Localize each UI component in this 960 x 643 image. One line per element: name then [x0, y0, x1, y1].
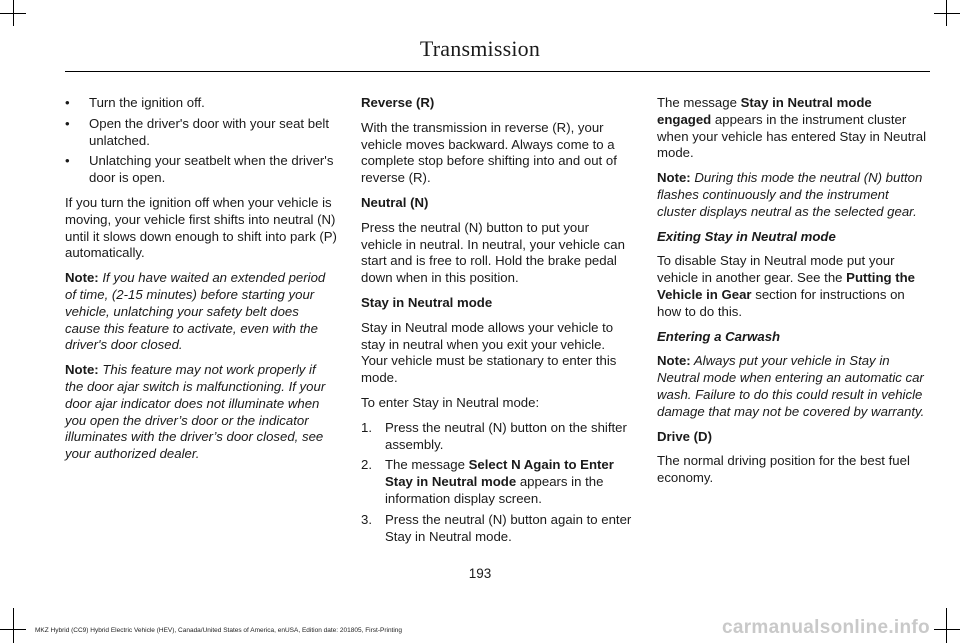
- list-item: 3. Press the neutral (N) button again to enter Stay in Neutral mode.: [361, 511, 632, 544]
- column-1: [65, 95, 337, 471]
- bullet-mark: •: [65, 115, 70, 131]
- reverse-heading: Reverse (R): [361, 95, 435, 110]
- watermark: carmanualsonline.info: [722, 617, 930, 638]
- page-title: Transmission: [419, 36, 541, 61]
- neutral-paragraph: Press the neutral (N) button to put your vehicle in neutral. In neutral, your vehicle can start and is free to roll. Hold the brake pedal down when in this position.: [361, 219, 625, 286]
- bullet-list: [65, 95, 337, 187]
- bullet-mark: •: [65, 95, 70, 110]
- stay-in-neutral-heading: Stay in Neutral mode: [361, 294, 493, 310]
- exiting-heading: Exiting Stay in Neutral mode: [657, 228, 836, 244]
- list-item: 1. Press the neutral (N) button on the shifter assembly.: [361, 419, 627, 452]
- neutral-heading: Neutral (N): [361, 194, 429, 210]
- column-3: [657, 95, 929, 495]
- list-item: • Open the driver's door with your seat belt unlatched.: [65, 115, 330, 148]
- reverse-paragraph: With the transmission in reverse (R), your vehicle moves backward. Always come to a complete stop before shifting into and out of reverse (R).: [361, 119, 617, 186]
- list-item: • Unlatching your seatbelt when the driver's door is open.: [65, 153, 334, 186]
- stay-in-neutral-paragraph: Stay in Neutral mode allows your vehicle to stay in neutral when you exit your vehicle. Your vehicle must be stationary to enter this mode.: [361, 319, 617, 386]
- note-door-ajar: Note: This feature may not work properly if the door ajar switch is malfunctioning. If your door ajar indicator does not illuminate when you open the driver’s door or the indicator illuminates with the driver’s door closed, see your authorized dealer.: [65, 362, 326, 462]
- title-divider: [65, 71, 930, 72]
- ignition-off-paragraph: If you turn the ignition off when your vehicle is moving, your vehicle first shifts into neutral (N) until it slows down enough to shift into park (P) automatically.: [65, 194, 337, 261]
- column-2: [361, 95, 633, 553]
- note-extended-period: Note: If you have waited an extended period of time, (2-15 minutes) before starting your vehicle, unlatching your safety belt does cause this feature to activate, even with the driver's door closed.: [65, 270, 326, 353]
- exiting-paragraph: To disable Stay in Neutral mode put your vehicle in another gear. See the Putting the Vehicle in Gear section for instructions on how to do this.: [657, 253, 916, 319]
- list-item: 2. The message Select N Again to Enter Stay in Neutral mode appears in the information display screen.: [361, 457, 614, 506]
- bullet-mark: •: [65, 153, 70, 169]
- page-number: 193: [468, 566, 492, 581]
- note-carwash: Note: Always put your vehicle in Stay in Neutral mode when entering an automatic car wash. Failure to do this could result in vehicle damage that may not be covered by warranty.: [657, 353, 925, 419]
- steps-list: [361, 420, 633, 546]
- cross-reference: Putting the Vehicle in Gear: [657, 270, 916, 302]
- list-item: • Turn the ignition off.: [65, 95, 205, 110]
- drive-paragraph: The normal driving position for the best fuel economy.: [657, 453, 910, 486]
- carwash-heading: Entering a Carwash: [657, 328, 781, 344]
- note-flashing: Note: During this mode the neutral (N) button flashes continuously and the instrument cluster displays neutral as the selected gear.: [657, 170, 923, 219]
- drive-heading: Drive (D): [657, 428, 712, 444]
- engaged-message-paragraph: The message Stay in Neutral mode engaged appears in the instrument cluster when your vehicle has entered Stay in Neutral mode.: [657, 95, 927, 161]
- footer-edition-text: MKZ Hybrid (CC9) Hybrid Electric Vehicle (HEV), Canada/United States of America, enUSA, Edition date: 201805, First-Printing: [35, 627, 403, 634]
- enter-intro: To enter Stay in Neutral mode:: [361, 394, 540, 410]
